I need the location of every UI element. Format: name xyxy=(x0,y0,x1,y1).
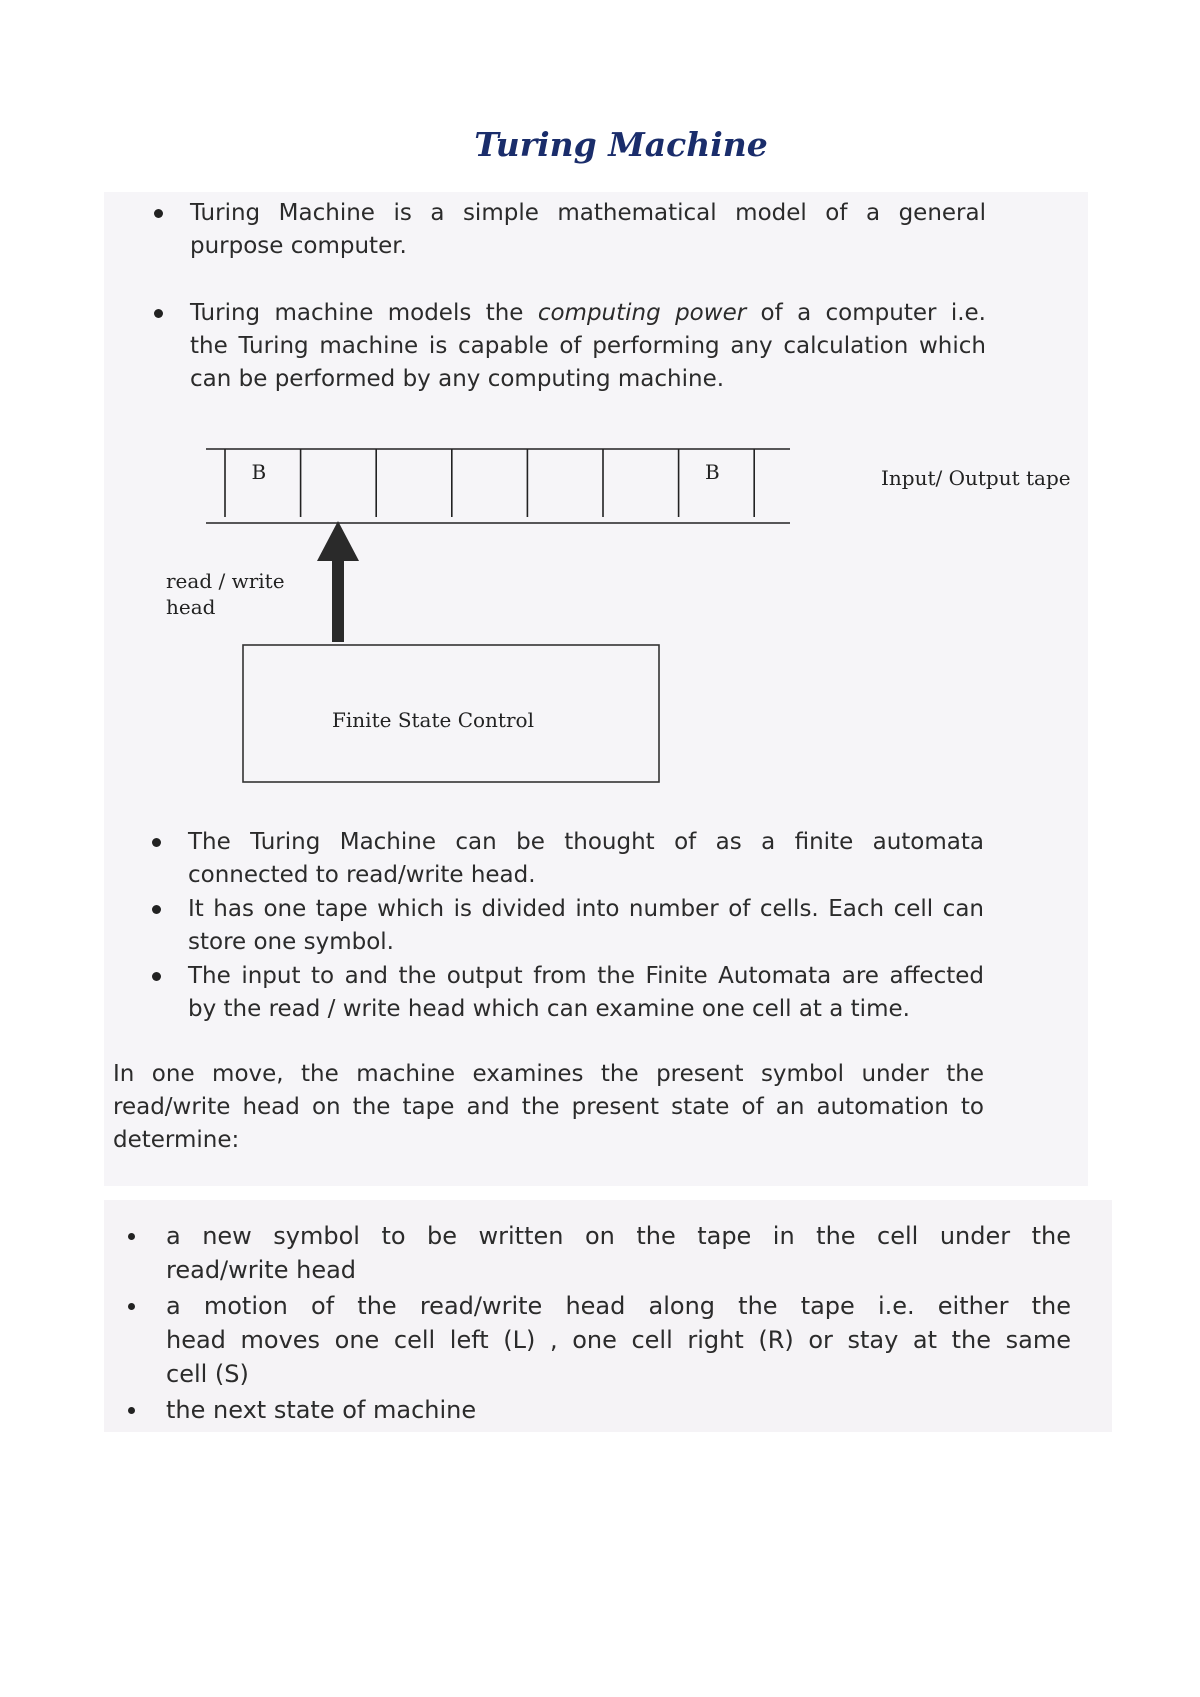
bullet-line: can be performed by any computing machine. xyxy=(190,366,725,392)
head-label-line: head xyxy=(166,595,216,619)
tape-cell-symbols xyxy=(251,460,719,484)
move-paragraph xyxy=(113,1058,984,1157)
paragraph-line: read/write head on the tape and the present state of an automation to xyxy=(113,1094,984,1120)
bullet-line: head moves one cell left (L) , one cell right (R) or stay at the same xyxy=(166,1326,1071,1354)
bullet-line: the next state of machine xyxy=(166,1396,477,1424)
tape xyxy=(206,449,790,523)
arrow-shaft xyxy=(332,558,344,642)
paragraph-line: determine: xyxy=(113,1127,240,1153)
bullet-dot xyxy=(128,1407,135,1414)
control-label: Finite State Control xyxy=(332,708,534,732)
page-title: Turing Machine xyxy=(474,125,768,164)
bullet-dot xyxy=(152,838,161,847)
move-bullet-1 xyxy=(166,1219,1071,1287)
bullet-dot xyxy=(128,1303,135,1310)
bullet-line: cell (S) xyxy=(166,1360,249,1388)
bullet-line: Turing Machine is a simple mathematical model of a general xyxy=(190,200,986,226)
move-bullet-3 xyxy=(166,1393,1071,1427)
bullet-dot xyxy=(128,1233,135,1240)
head-label xyxy=(166,568,285,620)
bullet-line: read/write head xyxy=(166,1256,357,1284)
text-segment: of a computer i.e. xyxy=(746,300,986,326)
bullet-line: The Turing Machine can be thought of as a finite automata xyxy=(188,829,984,855)
bullet-line: connected to read/write head. xyxy=(188,862,536,888)
tape-cell-symbol: B xyxy=(705,460,720,484)
tape-cell-symbol: B xyxy=(251,460,267,484)
head-arrow xyxy=(317,521,359,642)
detail-bullet-3 xyxy=(188,960,984,1026)
bullet-line: It has one tape which is divided into number of cells. Each cell can xyxy=(188,896,984,922)
emphasis-text: computing power xyxy=(537,300,747,326)
paragraph-line: In one move, the machine examines the present symbol under the xyxy=(113,1061,984,1087)
detail-bullet-2 xyxy=(188,893,984,959)
bullet-line: purpose computer. xyxy=(190,233,407,259)
detail-bullet-1 xyxy=(188,826,984,892)
bullet-dot xyxy=(152,972,161,981)
bullet-line: a motion of the read/write head along the tape i.e. either the xyxy=(166,1292,1071,1320)
tape-label: Input/ Output tape xyxy=(881,466,1071,490)
bullet-line: the Turing machine is capable of performing any calculation which xyxy=(190,333,986,359)
tape-cell-dividers xyxy=(225,449,754,517)
bullet-line: The input to and the output from the Finite Automata are affected xyxy=(188,963,984,989)
bullet-dot xyxy=(152,905,161,914)
arrow-head xyxy=(317,521,359,561)
text-segment: Turing machine models the xyxy=(190,300,538,326)
move-bullet-2 xyxy=(166,1289,1071,1391)
head-label-line: read / write xyxy=(166,569,285,593)
bullet-line: by the read / write head which can examine one cell at a time. xyxy=(188,996,910,1022)
turing-machine-diagram xyxy=(0,0,1200,800)
bullet-line: store one symbol. xyxy=(188,929,394,955)
bullet-line: a new symbol to be written on the tape in the cell under the xyxy=(166,1222,1071,1250)
